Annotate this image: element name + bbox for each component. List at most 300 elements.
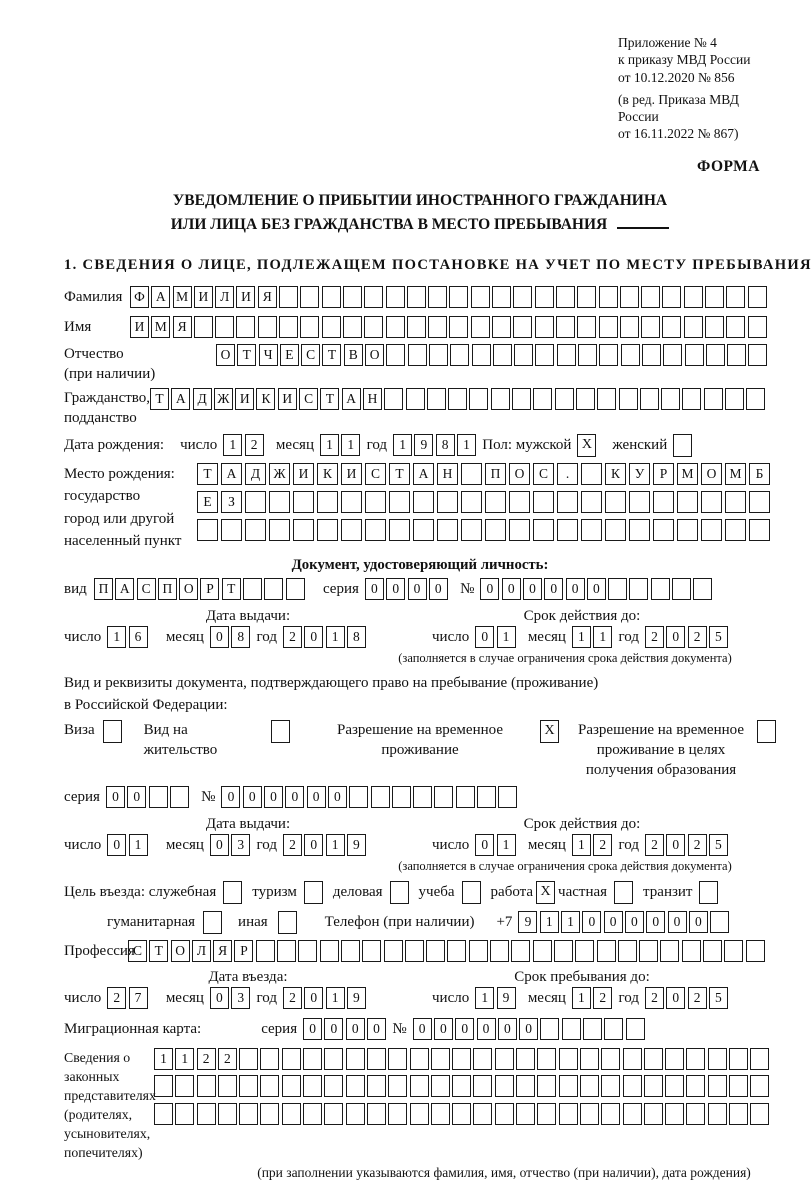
char-box[interactable] — [449, 316, 468, 338]
char-box[interactable] — [239, 1048, 258, 1070]
char-box[interactable] — [346, 1075, 365, 1097]
char-box[interactable]: . — [557, 463, 578, 485]
char-box[interactable] — [473, 1075, 492, 1097]
char-box[interactable]: С — [533, 463, 554, 485]
char-box[interactable] — [492, 316, 511, 338]
char-box[interactable] — [537, 1048, 556, 1070]
char-box[interactable]: Т — [322, 344, 341, 366]
char-box[interactable] — [748, 316, 767, 338]
char-box[interactable] — [623, 1103, 642, 1125]
char-box[interactable] — [448, 388, 467, 410]
char-box[interactable] — [239, 1103, 258, 1125]
purpose-humanitarian-checkbox[interactable] — [203, 911, 222, 934]
char-box[interactable] — [341, 940, 360, 962]
char-box[interactable] — [431, 1075, 450, 1097]
char-box[interactable]: 1 — [572, 834, 591, 856]
char-box[interactable]: 0 — [243, 786, 262, 808]
char-box[interactable] — [452, 1075, 471, 1097]
char-box[interactable] — [386, 344, 405, 366]
char-box[interactable] — [367, 1103, 386, 1125]
char-box[interactable]: 2 — [197, 1048, 216, 1070]
char-box[interactable] — [286, 578, 305, 600]
char-box[interactable]: 1 — [572, 626, 591, 648]
char-box[interactable]: 0 — [480, 578, 499, 600]
char-box[interactable]: 0 — [544, 578, 563, 600]
char-box[interactable] — [556, 286, 575, 308]
char-box[interactable] — [492, 286, 511, 308]
char-box[interactable]: 0 — [210, 626, 229, 648]
char-box[interactable]: 0 — [582, 911, 601, 933]
char-box[interactable]: 2 — [645, 834, 664, 856]
char-box[interactable] — [710, 911, 729, 933]
char-box[interactable]: 9 — [347, 834, 366, 856]
char-box[interactable]: 0 — [625, 911, 644, 933]
char-box[interactable]: 1 — [154, 1048, 173, 1070]
char-box[interactable]: Д — [193, 388, 212, 410]
char-box[interactable] — [746, 388, 765, 410]
char-box[interactable] — [555, 388, 574, 410]
char-box[interactable] — [298, 940, 317, 962]
char-box[interactable]: 0 — [367, 1018, 386, 1040]
char-box[interactable]: 0 — [604, 911, 623, 933]
char-box[interactable]: Т — [389, 463, 410, 485]
char-box[interactable]: 1 — [326, 626, 345, 648]
char-box[interactable] — [729, 1048, 748, 1070]
char-box[interactable]: 0 — [324, 1018, 343, 1040]
char-box[interactable] — [218, 1103, 237, 1125]
char-box[interactable]: Р — [234, 940, 253, 962]
char-box[interactable] — [472, 344, 491, 366]
char-box[interactable] — [729, 1103, 748, 1125]
char-box[interactable] — [686, 1075, 705, 1097]
char-box[interactable]: 1 — [561, 911, 580, 933]
char-box[interactable] — [364, 286, 383, 308]
char-box[interactable] — [407, 316, 426, 338]
char-box[interactable] — [608, 578, 627, 600]
char-box[interactable]: 0 — [666, 626, 685, 648]
char-box[interactable]: П — [94, 578, 113, 600]
char-box[interactable] — [601, 1048, 620, 1070]
char-box[interactable] — [644, 1103, 663, 1125]
char-box[interactable] — [559, 1103, 578, 1125]
char-box[interactable] — [685, 344, 704, 366]
char-box[interactable]: 1 — [341, 434, 360, 456]
char-box[interactable] — [639, 940, 658, 962]
char-box[interactable]: 7 — [129, 987, 148, 1009]
char-box[interactable] — [149, 786, 168, 808]
char-box[interactable] — [413, 491, 434, 513]
char-box[interactable]: 0 — [434, 1018, 453, 1040]
char-box[interactable]: 2 — [688, 987, 707, 1009]
char-box[interactable]: 0 — [587, 578, 606, 600]
char-box[interactable]: Я — [173, 316, 192, 338]
char-box[interactable] — [557, 491, 578, 513]
char-box[interactable] — [447, 940, 466, 962]
char-box[interactable] — [533, 491, 554, 513]
char-box[interactable]: 6 — [129, 626, 148, 648]
char-box[interactable] — [452, 1103, 471, 1125]
char-box[interactable]: М — [725, 463, 746, 485]
char-box[interactable] — [725, 519, 746, 541]
char-box[interactable] — [279, 286, 298, 308]
char-box[interactable]: Ф — [130, 286, 149, 308]
char-box[interactable] — [513, 316, 532, 338]
char-box[interactable] — [218, 1075, 237, 1097]
char-box[interactable] — [282, 1048, 301, 1070]
char-box[interactable]: 0 — [689, 911, 708, 933]
char-box[interactable]: 1 — [393, 434, 412, 456]
char-box[interactable] — [410, 1048, 429, 1070]
char-box[interactable] — [660, 940, 679, 962]
char-box[interactable]: И — [278, 388, 297, 410]
char-box[interactable]: 0 — [346, 1018, 365, 1040]
char-box[interactable] — [495, 1048, 514, 1070]
char-box[interactable]: И — [236, 286, 255, 308]
char-box[interactable]: 0 — [285, 786, 304, 808]
char-box[interactable] — [513, 286, 532, 308]
purpose-other-checkbox[interactable] — [278, 911, 297, 934]
char-box[interactable]: 2 — [593, 987, 612, 1009]
char-box[interactable]: 0 — [106, 786, 125, 808]
char-box[interactable] — [392, 786, 411, 808]
char-box[interactable] — [456, 786, 475, 808]
char-box[interactable] — [701, 491, 722, 513]
char-box[interactable]: А — [221, 463, 242, 485]
char-box[interactable]: А — [151, 286, 170, 308]
char-box[interactable] — [726, 286, 745, 308]
char-box[interactable] — [686, 1103, 705, 1125]
char-box[interactable] — [300, 286, 319, 308]
char-box[interactable]: Я — [258, 286, 277, 308]
char-box[interactable]: 2 — [688, 626, 707, 648]
char-box[interactable] — [642, 344, 661, 366]
char-box[interactable] — [450, 344, 469, 366]
char-box[interactable]: 0 — [304, 626, 323, 648]
char-box[interactable] — [221, 519, 242, 541]
char-box[interactable]: 2 — [245, 434, 264, 456]
char-box[interactable] — [618, 940, 637, 962]
char-box[interactable] — [749, 491, 770, 513]
char-box[interactable]: 0 — [477, 1018, 496, 1040]
char-box[interactable] — [509, 491, 530, 513]
char-box[interactable] — [653, 519, 674, 541]
char-box[interactable]: 0 — [328, 786, 347, 808]
char-box[interactable] — [684, 316, 703, 338]
char-box[interactable] — [693, 578, 712, 600]
char-box[interactable] — [410, 1103, 429, 1125]
char-box[interactable]: А — [413, 463, 434, 485]
char-box[interactable]: К — [256, 388, 275, 410]
char-box[interactable] — [578, 344, 597, 366]
char-box[interactable] — [559, 1075, 578, 1097]
char-box[interactable] — [665, 1048, 684, 1070]
char-box[interactable] — [704, 388, 723, 410]
char-box[interactable] — [580, 1103, 599, 1125]
char-box[interactable] — [725, 388, 744, 410]
char-box[interactable]: 0 — [429, 578, 448, 600]
char-box[interactable] — [651, 578, 670, 600]
char-box[interactable]: 0 — [455, 1018, 474, 1040]
char-box[interactable] — [324, 1075, 343, 1097]
char-box[interactable]: Т — [320, 388, 339, 410]
char-box[interactable] — [154, 1075, 173, 1097]
char-box[interactable] — [644, 1048, 663, 1070]
char-box[interactable] — [282, 1103, 301, 1125]
char-box[interactable] — [724, 940, 743, 962]
char-box[interactable]: 8 — [231, 626, 250, 648]
char-box[interactable] — [495, 1103, 514, 1125]
char-box[interactable]: 2 — [645, 626, 664, 648]
char-box[interactable] — [197, 1075, 216, 1097]
temp-residence-checkbox[interactable]: Х — [540, 720, 559, 743]
char-box[interactable] — [620, 286, 639, 308]
char-box[interactable]: 0 — [221, 786, 240, 808]
char-box[interactable]: И — [130, 316, 149, 338]
char-box[interactable] — [258, 316, 277, 338]
char-box[interactable]: А — [342, 388, 361, 410]
char-box[interactable]: 3 — [231, 834, 250, 856]
char-box[interactable] — [665, 1103, 684, 1125]
char-box[interactable] — [677, 519, 698, 541]
char-box[interactable]: 1 — [326, 987, 345, 1009]
char-box[interactable] — [437, 491, 458, 513]
char-box[interactable] — [516, 1048, 535, 1070]
char-box[interactable] — [556, 316, 575, 338]
char-box[interactable] — [341, 519, 362, 541]
char-box[interactable] — [604, 1018, 623, 1040]
char-box[interactable] — [641, 316, 660, 338]
char-box[interactable]: 2 — [645, 987, 664, 1009]
char-box[interactable] — [461, 519, 482, 541]
char-box[interactable] — [601, 1075, 620, 1097]
char-box[interactable] — [576, 388, 595, 410]
char-box[interactable] — [407, 286, 426, 308]
char-box[interactable] — [477, 786, 496, 808]
char-box[interactable] — [701, 519, 722, 541]
char-box[interactable]: 1 — [320, 434, 339, 456]
char-box[interactable] — [599, 286, 618, 308]
char-box[interactable] — [410, 1075, 429, 1097]
purpose-study-checkbox[interactable] — [462, 881, 481, 904]
char-box[interactable]: 0 — [502, 578, 521, 600]
char-box[interactable] — [429, 344, 448, 366]
char-box[interactable]: 0 — [307, 786, 326, 808]
char-box[interactable]: М — [677, 463, 698, 485]
char-box[interactable] — [277, 940, 296, 962]
char-box[interactable]: 2 — [593, 834, 612, 856]
char-box[interactable]: 5 — [709, 834, 728, 856]
char-box[interactable] — [748, 286, 767, 308]
char-box[interactable] — [537, 1075, 556, 1097]
char-box[interactable] — [705, 286, 724, 308]
char-box[interactable]: 0 — [646, 911, 665, 933]
char-box[interactable]: 0 — [386, 578, 405, 600]
char-box[interactable]: Ж — [269, 463, 290, 485]
residence-permit-checkbox[interactable] — [271, 720, 290, 743]
char-box[interactable] — [260, 1103, 279, 1125]
purpose-transit-checkbox[interactable] — [699, 881, 718, 904]
char-box[interactable] — [495, 1075, 514, 1097]
char-box[interactable] — [746, 940, 765, 962]
char-box[interactable] — [256, 940, 275, 962]
char-box[interactable] — [269, 491, 290, 513]
char-box[interactable] — [303, 1103, 322, 1125]
char-box[interactable]: Л — [192, 940, 211, 962]
char-box[interactable]: П — [485, 463, 506, 485]
char-box[interactable] — [726, 316, 745, 338]
char-box[interactable]: С — [299, 388, 318, 410]
char-box[interactable]: 8 — [436, 434, 455, 456]
char-box[interactable] — [581, 463, 602, 485]
char-box[interactable]: 5 — [709, 626, 728, 648]
char-box[interactable] — [537, 1103, 556, 1125]
char-box[interactable]: 1 — [593, 626, 612, 648]
char-box[interactable] — [575, 940, 594, 962]
char-box[interactable] — [260, 1048, 279, 1070]
char-box[interactable] — [346, 1048, 365, 1070]
char-box[interactable] — [293, 491, 314, 513]
char-box[interactable]: 1 — [497, 834, 516, 856]
char-box[interactable] — [662, 316, 681, 338]
char-box[interactable] — [405, 940, 424, 962]
char-box[interactable]: 2 — [283, 626, 302, 648]
char-box[interactable]: 0 — [475, 626, 494, 648]
char-box[interactable] — [626, 1018, 645, 1040]
char-box[interactable] — [597, 940, 616, 962]
char-box[interactable] — [434, 786, 453, 808]
char-box[interactable] — [317, 519, 338, 541]
char-box[interactable]: З — [221, 491, 242, 513]
char-box[interactable] — [245, 519, 266, 541]
char-box[interactable]: М — [173, 286, 192, 308]
char-box[interactable] — [413, 519, 434, 541]
char-box[interactable]: У — [629, 463, 650, 485]
char-box[interactable]: С — [301, 344, 320, 366]
char-box[interactable] — [269, 519, 290, 541]
char-box[interactable] — [386, 286, 405, 308]
char-box[interactable]: 0 — [523, 578, 542, 600]
char-box[interactable] — [388, 1075, 407, 1097]
char-box[interactable] — [367, 1048, 386, 1070]
char-box[interactable]: Я — [213, 940, 232, 962]
char-box[interactable]: И — [341, 463, 362, 485]
char-box[interactable] — [154, 1103, 173, 1125]
char-box[interactable] — [662, 286, 681, 308]
char-box[interactable]: С — [365, 463, 386, 485]
char-box[interactable] — [727, 344, 746, 366]
char-box[interactable]: Т — [222, 578, 241, 600]
char-box[interactable] — [303, 1075, 322, 1097]
char-box[interactable] — [322, 316, 341, 338]
char-box[interactable]: А — [171, 388, 190, 410]
char-box[interactable]: Е — [197, 491, 218, 513]
char-box[interactable]: 0 — [264, 786, 283, 808]
char-box[interactable] — [264, 578, 283, 600]
char-box[interactable] — [194, 316, 213, 338]
char-box[interactable]: П — [158, 578, 177, 600]
char-box[interactable]: Л — [215, 286, 234, 308]
char-box[interactable]: Т — [197, 463, 218, 485]
char-box[interactable]: О — [365, 344, 384, 366]
char-box[interactable] — [386, 316, 405, 338]
char-box[interactable] — [706, 344, 725, 366]
char-box[interactable]: 8 — [347, 626, 366, 648]
char-box[interactable] — [559, 1048, 578, 1070]
char-box[interactable]: Д — [245, 463, 266, 485]
char-box[interactable] — [535, 344, 554, 366]
char-box[interactable] — [388, 1103, 407, 1125]
char-box[interactable]: С — [128, 940, 147, 962]
char-box[interactable] — [619, 388, 638, 410]
char-box[interactable] — [599, 344, 618, 366]
char-box[interactable] — [428, 286, 447, 308]
char-box[interactable] — [384, 940, 403, 962]
char-box[interactable]: В — [344, 344, 363, 366]
char-box[interactable]: 9 — [414, 434, 433, 456]
char-box[interactable] — [577, 286, 596, 308]
char-box[interactable] — [389, 519, 410, 541]
char-box[interactable]: 2 — [283, 834, 302, 856]
char-box[interactable] — [640, 388, 659, 410]
char-box[interactable] — [279, 316, 298, 338]
char-box[interactable] — [629, 491, 650, 513]
char-box[interactable] — [708, 1075, 727, 1097]
char-box[interactable] — [197, 1103, 216, 1125]
char-box[interactable] — [665, 1075, 684, 1097]
char-box[interactable] — [175, 1075, 194, 1097]
char-box[interactable] — [485, 519, 506, 541]
char-box[interactable] — [461, 463, 482, 485]
char-box[interactable]: Б — [749, 463, 770, 485]
char-box[interactable] — [343, 286, 362, 308]
char-box[interactable] — [362, 940, 381, 962]
char-box[interactable]: 0 — [303, 1018, 322, 1040]
temp-residence-education-checkbox[interactable] — [757, 720, 776, 743]
char-box[interactable] — [580, 1048, 599, 1070]
char-box[interactable] — [512, 388, 531, 410]
char-box[interactable]: 1 — [540, 911, 559, 933]
char-box[interactable] — [540, 1018, 559, 1040]
char-box[interactable] — [725, 491, 746, 513]
char-box[interactable] — [641, 286, 660, 308]
char-box[interactable]: Р — [200, 578, 219, 600]
char-box[interactable]: Н — [437, 463, 458, 485]
char-box[interactable]: 2 — [218, 1048, 237, 1070]
char-box[interactable] — [750, 1103, 769, 1125]
char-box[interactable] — [343, 316, 362, 338]
char-box[interactable] — [682, 940, 701, 962]
char-box[interactable] — [365, 491, 386, 513]
char-box[interactable]: М — [151, 316, 170, 338]
char-box[interactable]: 1 — [572, 987, 591, 1009]
char-box[interactable]: 1 — [129, 834, 148, 856]
char-box[interactable] — [581, 519, 602, 541]
char-box[interactable] — [175, 1103, 194, 1125]
char-box[interactable] — [516, 1103, 535, 1125]
char-box[interactable]: 1 — [497, 626, 516, 648]
char-box[interactable] — [597, 388, 616, 410]
char-box[interactable]: 5 — [709, 987, 728, 1009]
char-box[interactable] — [605, 491, 626, 513]
char-box[interactable] — [317, 491, 338, 513]
char-box[interactable] — [384, 388, 403, 410]
char-box[interactable]: И — [293, 463, 314, 485]
char-box[interactable] — [461, 491, 482, 513]
char-box[interactable]: И — [194, 286, 213, 308]
char-box[interactable]: 0 — [304, 987, 323, 1009]
char-box[interactable] — [471, 286, 490, 308]
char-box[interactable] — [437, 519, 458, 541]
